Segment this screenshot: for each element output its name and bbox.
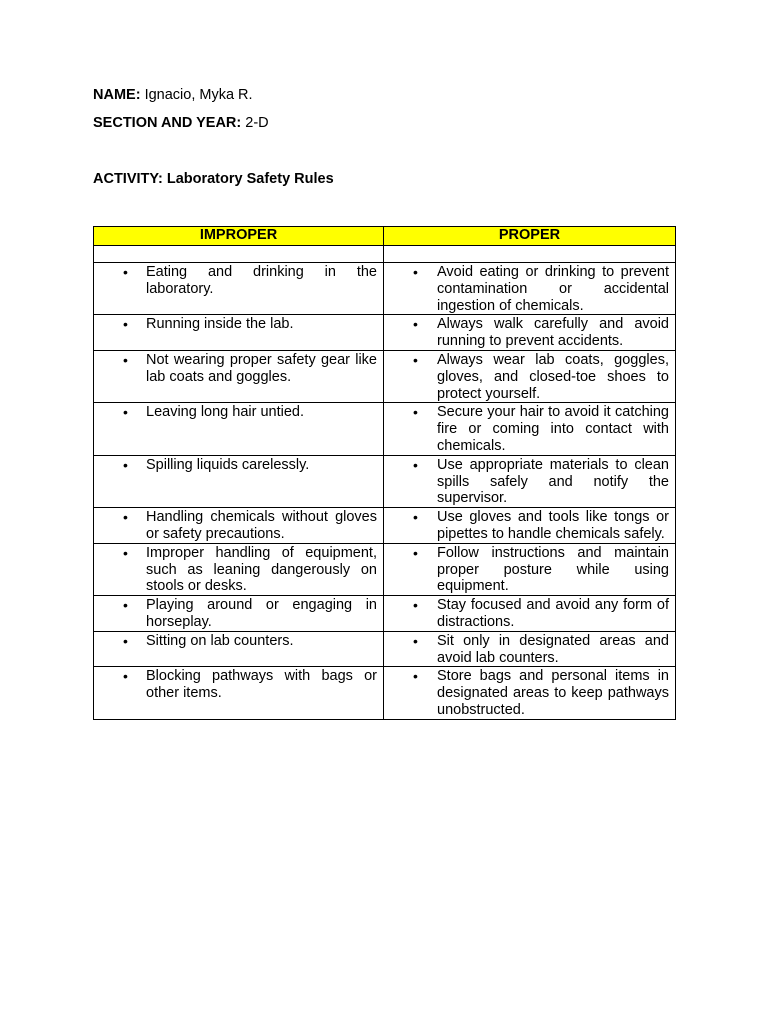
improper-text: Handling chemicals without gloves or safety precautions. bbox=[146, 509, 377, 542]
activity-line bbox=[93, 171, 334, 187]
bullet-icon: • bbox=[413, 509, 418, 526]
improper-cell bbox=[94, 403, 384, 455]
proper-text: Avoid eating or drinking to prevent contamination or accidental ingestion of chemicals. bbox=[437, 264, 669, 314]
improper-header: IMPROPER bbox=[94, 227, 384, 246]
table-row bbox=[94, 403, 676, 455]
bullet-icon: • bbox=[123, 544, 128, 561]
proper-list-item bbox=[384, 544, 675, 595]
improper-text: Eating and drinking in the laboratory. bbox=[146, 264, 377, 297]
bullet-icon: • bbox=[413, 456, 418, 473]
bullet-icon: • bbox=[413, 404, 418, 421]
bullet-icon: • bbox=[123, 404, 128, 421]
section-label: SECTION AND YEAR: bbox=[93, 115, 242, 131]
table-row bbox=[94, 263, 676, 315]
proper-cell bbox=[384, 508, 676, 544]
proper-cell bbox=[384, 403, 676, 455]
proper-text: Follow instructions and maintain proper posture while using equipment. bbox=[437, 544, 669, 595]
bullet-icon: • bbox=[413, 544, 418, 561]
proper-list-item bbox=[384, 263, 675, 314]
table-row bbox=[94, 596, 676, 632]
proper-text: Stay focused and avoid any form of distractions. bbox=[437, 597, 669, 630]
proper-cell bbox=[384, 350, 676, 402]
bullet-icon: • bbox=[123, 351, 128, 368]
activity-label: ACTIVITY: bbox=[93, 171, 163, 187]
proper-list-item bbox=[384, 315, 675, 350]
proper-cell bbox=[384, 596, 676, 632]
activity-value: Laboratory Safety Rules bbox=[166, 171, 334, 187]
improper-list-item bbox=[94, 456, 383, 474]
name-line bbox=[93, 87, 253, 103]
table-header-row bbox=[94, 227, 676, 246]
section-value: 2-D bbox=[245, 115, 269, 131]
improper-cell bbox=[94, 631, 384, 667]
improper-text: Playing around or engaging in horseplay. bbox=[146, 597, 377, 630]
improper-cell bbox=[94, 350, 384, 402]
bullet-icon: • bbox=[413, 351, 418, 368]
improper-text: Blocking pathways with bags or other items. bbox=[146, 668, 377, 702]
proper-list-item bbox=[384, 508, 675, 543]
improper-text: Leaving long hair untied. bbox=[146, 404, 305, 421]
proper-cell bbox=[384, 455, 676, 507]
spacer-row bbox=[94, 246, 676, 263]
proper-text: Use appropriate materials to clean spills safely and notify the supervisor. bbox=[437, 456, 669, 507]
proper-cell bbox=[384, 631, 676, 667]
proper-list-item bbox=[384, 632, 675, 667]
improper-list-item bbox=[94, 596, 383, 631]
table-row bbox=[94, 667, 676, 719]
bullet-icon: • bbox=[123, 264, 128, 280]
improper-cell bbox=[94, 543, 384, 595]
improper-text: Spilling liquids carelessly. bbox=[146, 456, 310, 473]
improper-list-item bbox=[94, 508, 383, 543]
proper-list-item bbox=[384, 403, 675, 454]
proper-cell bbox=[384, 263, 676, 315]
improper-text: Not wearing proper safety gear like lab coats and goggles. bbox=[146, 351, 377, 385]
proper-text: Store bags and personal items in designated areas to keep pathways unobstructed. bbox=[437, 668, 669, 718]
bullet-icon: • bbox=[123, 632, 128, 649]
section-line bbox=[93, 115, 269, 131]
table-row bbox=[94, 631, 676, 667]
bullet-icon: • bbox=[413, 632, 418, 649]
bullet-icon: • bbox=[123, 668, 128, 685]
improper-cell bbox=[94, 455, 384, 507]
improper-text: Improper handling of equipment, such as leaning dangerously on stools or desks. bbox=[146, 544, 377, 595]
improper-list-item bbox=[94, 403, 383, 421]
bullet-icon: • bbox=[123, 597, 128, 614]
improper-list-item bbox=[94, 544, 383, 595]
proper-text: Secure your hair to avoid it catching fire or coming into contact with chemicals. bbox=[437, 404, 669, 454]
name-value: Ignacio, Myka R. bbox=[144, 87, 253, 103]
improper-list-item bbox=[94, 263, 383, 298]
proper-list-item bbox=[384, 596, 675, 631]
improper-cell bbox=[94, 315, 384, 351]
bullet-icon: • bbox=[123, 316, 128, 333]
improper-list-item bbox=[94, 315, 383, 333]
improper-cell bbox=[94, 596, 384, 632]
bullet-icon: • bbox=[123, 509, 128, 526]
table-row bbox=[94, 455, 676, 507]
proper-cell bbox=[384, 543, 676, 595]
table-row bbox=[94, 315, 676, 351]
improper-cell bbox=[94, 508, 384, 544]
proper-text: Always wear lab coats, goggles, gloves, and closed-toe shoes to protect yourself. bbox=[437, 351, 669, 402]
improper-list-item bbox=[94, 667, 383, 702]
table-row bbox=[94, 508, 676, 544]
proper-cell bbox=[384, 315, 676, 351]
proper-text: Use gloves and tools like tongs or pipettes to handle chemicals safely. bbox=[437, 509, 669, 542]
proper-list-item bbox=[384, 667, 675, 718]
proper-text: Sit only in designated areas and avoid lab counters. bbox=[437, 632, 669, 666]
proper-list-item bbox=[384, 456, 675, 507]
bullet-icon: • bbox=[413, 668, 418, 685]
improper-text: Sitting on lab counters. bbox=[146, 632, 294, 649]
table-body bbox=[94, 246, 676, 720]
proper-cell bbox=[384, 667, 676, 719]
bullet-icon: • bbox=[123, 456, 128, 473]
safety-rules-table bbox=[93, 226, 676, 720]
improper-cell bbox=[94, 263, 384, 315]
improper-text: Running inside the lab. bbox=[146, 316, 294, 333]
improper-cell bbox=[94, 667, 384, 719]
name-label: NAME: bbox=[93, 87, 141, 103]
table-row bbox=[94, 543, 676, 595]
proper-list-item bbox=[384, 351, 675, 402]
bullet-icon: • bbox=[413, 316, 418, 333]
bullet-icon: • bbox=[413, 597, 418, 614]
proper-text: Always walk carefully and avoid running to prevent accidents. bbox=[437, 316, 669, 350]
improper-list-item bbox=[94, 632, 383, 650]
proper-header: PROPER bbox=[384, 227, 676, 246]
bullet-icon: • bbox=[413, 264, 418, 280]
improper-list-item bbox=[94, 351, 383, 386]
table-row bbox=[94, 350, 676, 402]
